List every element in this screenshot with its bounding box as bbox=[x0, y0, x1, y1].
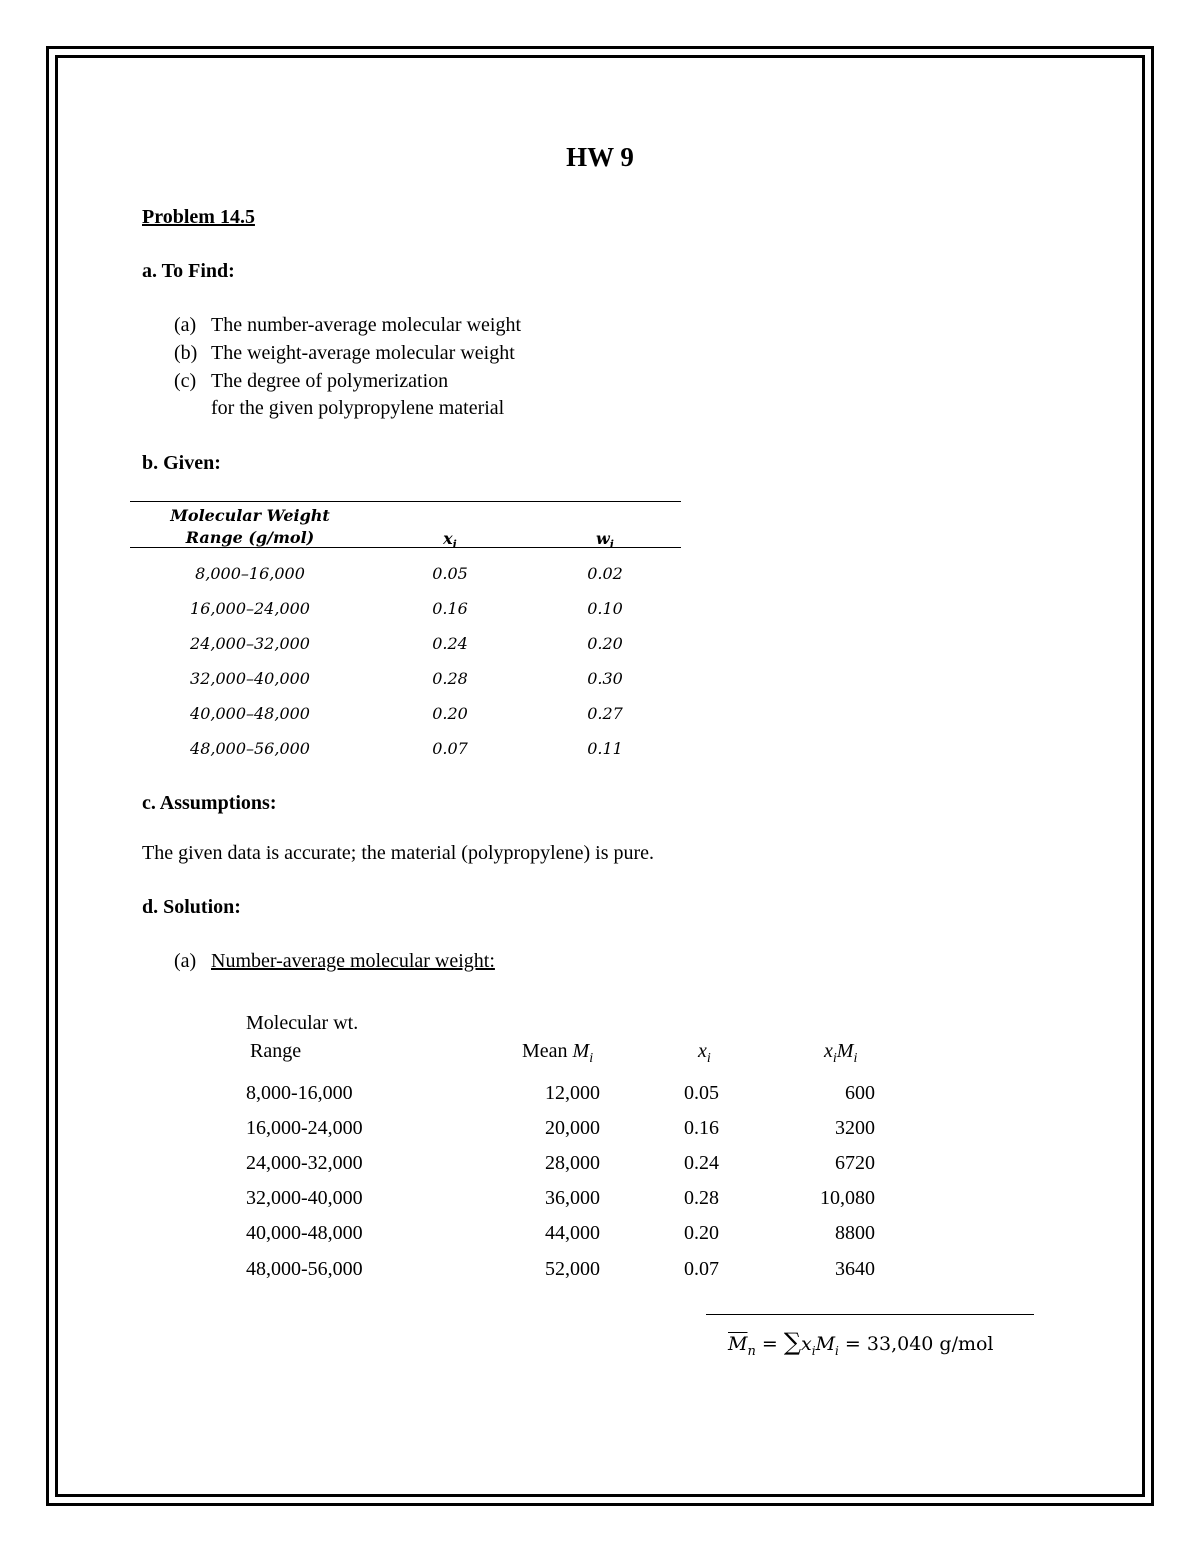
sol-cell-x: 0.05 bbox=[684, 1082, 719, 1104]
section-assumptions: c. Assumptions: bbox=[142, 792, 277, 814]
given-cell-w: 0.27 bbox=[587, 704, 623, 723]
sol-cell-xm: 600 bbox=[845, 1082, 875, 1104]
find-item-text: The number-average molecular weight bbox=[211, 314, 522, 336]
given-cell-x: 0.20 bbox=[432, 704, 468, 723]
find-item-text: The weight-average molecular weight bbox=[211, 342, 515, 364]
sol-cell-mean: 44,000 bbox=[545, 1222, 600, 1244]
sol-cell-xm: 6720 bbox=[835, 1152, 875, 1174]
section-to-find: a. To Find: bbox=[142, 260, 235, 282]
solution-a-title: Number-average molecular weight: bbox=[211, 950, 495, 972]
given-table-header-rule bbox=[130, 547, 681, 548]
given-header-w: $w_i$ bbox=[596, 529, 614, 552]
given-header-x: $x_i$ bbox=[443, 529, 457, 552]
sol-cell-range: 40,000-48,000 bbox=[246, 1222, 363, 1244]
sol-cell-x: 0.16 bbox=[684, 1117, 719, 1139]
sol-cell-x: 0.07 bbox=[684, 1258, 719, 1280]
sol-header-xm: $x_iM_i$ bbox=[824, 1040, 858, 1066]
sol-cell-xm: 10,080 bbox=[820, 1187, 875, 1209]
sol-cell-xm: 8800 bbox=[835, 1222, 875, 1244]
given-cell-range: 32,000–40,000 bbox=[190, 669, 310, 688]
sol-header-range-2: Range bbox=[250, 1040, 302, 1062]
given-cell-w: 0.10 bbox=[587, 599, 623, 618]
sol-cell-x: 0.20 bbox=[684, 1222, 719, 1244]
find-item-a bbox=[174, 314, 521, 337]
given-table-top-rule bbox=[130, 501, 681, 502]
find-item-b bbox=[174, 342, 515, 365]
sol-cell-mean: 52,000 bbox=[545, 1258, 600, 1280]
given-header-range-1: Molecular Weight bbox=[170, 506, 330, 525]
given-cell-w: 0.02 bbox=[587, 564, 623, 583]
mn-formula: $\overline{M}_n = \sum x_iM_i = 33,040$ g/mol bbox=[728, 1328, 994, 1359]
sol-cell-range: 32,000-40,000 bbox=[246, 1187, 363, 1209]
given-cell-x: 0.07 bbox=[432, 739, 468, 758]
sol-cell-x: 0.28 bbox=[684, 1187, 719, 1209]
given-header-range-2: Range (g/mol) bbox=[185, 528, 315, 547]
find-item-label: (b) bbox=[174, 342, 198, 364]
section-given: b. Given: bbox=[142, 452, 221, 474]
find-item-text: The degree of polymerization bbox=[211, 370, 449, 392]
sol-cell-mean: 28,000 bbox=[545, 1152, 600, 1174]
find-item-label: (a) bbox=[174, 314, 197, 336]
sol-cell-xm: 3200 bbox=[835, 1117, 875, 1139]
given-cell-range: 24,000–32,000 bbox=[190, 634, 310, 653]
problem-heading: Problem 14.5 bbox=[142, 206, 255, 228]
sol-header-mean: Mean $M_i$ bbox=[522, 1040, 594, 1066]
given-cell-range: 48,000–56,000 bbox=[190, 739, 310, 758]
sol-cell-mean: 36,000 bbox=[545, 1187, 600, 1209]
solution-a-label: (a) bbox=[174, 950, 197, 972]
find-item-label: (c) bbox=[174, 370, 197, 392]
page-title: HW 9 bbox=[566, 142, 634, 172]
sol-header-x: $x_i$ bbox=[698, 1040, 711, 1066]
find-item-c bbox=[174, 370, 448, 393]
given-cell-range: 40,000–48,000 bbox=[190, 704, 310, 723]
given-cell-x: 0.16 bbox=[432, 599, 468, 618]
sol-cell-range: 24,000-32,000 bbox=[246, 1152, 363, 1174]
given-cell-x: 0.24 bbox=[432, 634, 468, 653]
sol-cell-mean: 20,000 bbox=[545, 1117, 600, 1139]
sol-cell-range: 16,000-24,000 bbox=[246, 1117, 363, 1139]
given-cell-w: 0.30 bbox=[587, 669, 623, 688]
given-cell-w: 0.11 bbox=[587, 739, 623, 758]
given-cell-x: 0.28 bbox=[432, 669, 468, 688]
solution-a-heading bbox=[174, 950, 495, 973]
sol-cell-xm: 3640 bbox=[835, 1258, 875, 1280]
given-cell-range: 16,000–24,000 bbox=[190, 599, 310, 618]
given-cell-w: 0.20 bbox=[587, 634, 623, 653]
given-cell-x: 0.05 bbox=[432, 564, 468, 583]
find-continuation: for the given polypropylene material bbox=[211, 397, 505, 419]
assumption-text: The given data is accurate; the material (polypropylene) is pure. bbox=[142, 842, 655, 864]
given-cell-range: 8,000–16,000 bbox=[195, 564, 305, 583]
sol-cell-range: 48,000-56,000 bbox=[246, 1258, 363, 1280]
section-solution: d. Solution: bbox=[142, 896, 241, 918]
sol-cell-range: 8,000-16,000 bbox=[246, 1082, 353, 1104]
sol-header-range-1: Molecular wt. bbox=[246, 1012, 359, 1034]
sol-cell-mean: 12,000 bbox=[545, 1082, 600, 1104]
sol-cell-x: 0.24 bbox=[684, 1152, 719, 1174]
sum-rule bbox=[706, 1314, 1034, 1315]
